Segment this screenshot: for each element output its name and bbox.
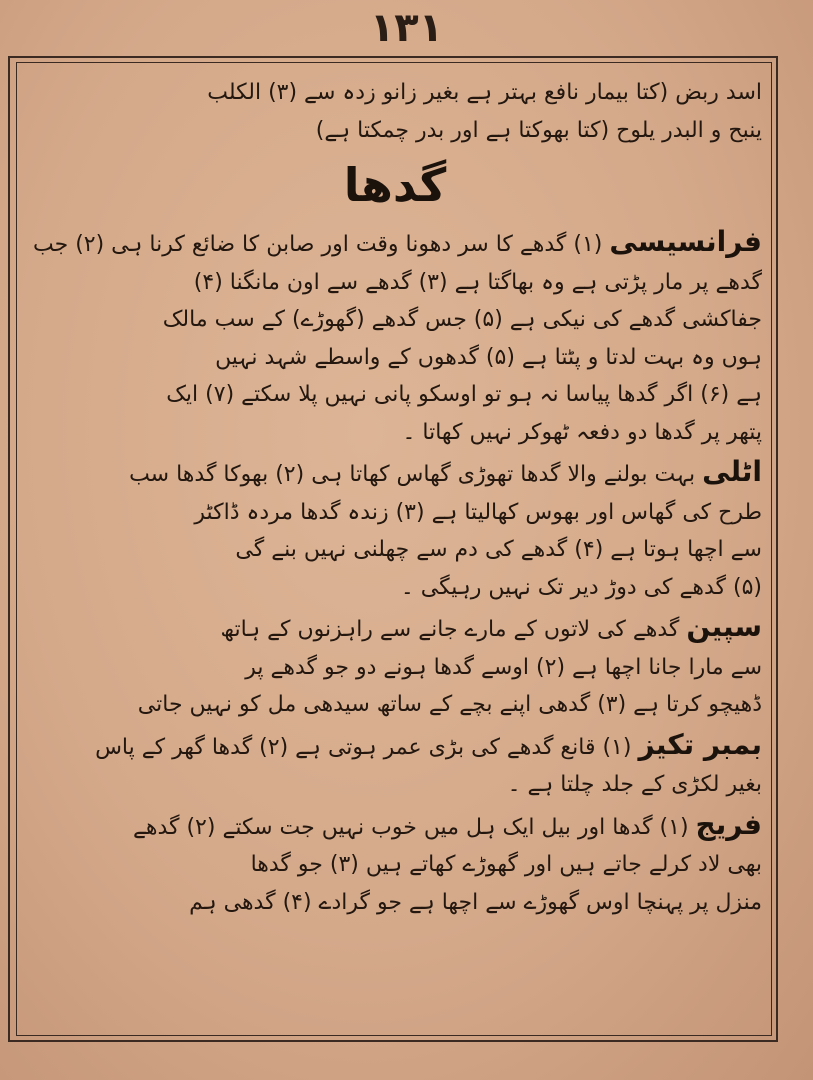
paragraph-line: (۱) گدھا اور بیل ایک ہل میں خوب نہیں جت سکتے (۲) گدھے — [132, 814, 689, 840]
paragraph-line: گدھے کی لاتوں کے مارے جانے سے راہزنوں کے ہاتھ — [220, 617, 680, 642]
paragraph-lead: بمبر تکیز — [638, 727, 762, 761]
paragraph-line: ہے (۶) اگر گدھا پیاسا نہ ہو تو اوسکو پانی نہیں پلا سکتے (۷) ایک — [166, 382, 762, 407]
paragraph-line: بغیر لکڑی کے جلد چلتا ہے ۔ — [507, 772, 762, 797]
paragraph-line: ہوں وہ بہت لدتا و پٹتا ہے (۵) گدھوں کے واسطے شہد نہیں — [215, 344, 762, 370]
paragraph-portuguese — [28, 726, 762, 804]
intro-line: اسد ربض (کتا بیمار نافع بہتر ہے بغیر زانو زدہ سے (۳) الکلب — [207, 80, 762, 105]
paragraph-line: (۱) گدھے کا سر دھونا وقت اور صابن کا ضائع کرنا ہی (۲) جب — [33, 232, 603, 257]
paragraph-lead: فرانسیسی — [609, 225, 762, 258]
paragraph-line: سے مارا جانا اچھا ہے (۲) اوسے گدھا ہونے دو جو گدھے پر — [245, 654, 762, 680]
paragraph-line: ڈھیچو کرتا ہے (۳) گدھی اپنے بچے کے ساتھ سیدھی مل کو نہیں جاتی — [137, 692, 762, 717]
paragraph-french — [28, 223, 762, 451]
paragraph-line: (۵) گدھے کی دوڑ دیر تک نہیں رہیگی ۔ — [400, 574, 762, 600]
paragraph-italy — [28, 453, 762, 606]
page-number: ١٣١ — [369, 5, 444, 51]
paragraph-line: جفاکشی گدھے کی نیکی ہے (۵) جس گدھے (گھوڑے) کے سب مالک — [162, 307, 762, 332]
page-text — [22, 68, 768, 1030]
paragraph-french-2 — [28, 806, 762, 922]
paragraph-line: منزل پر پہنچا اوس گھوڑے سے اچھا ہے جو گرادے (۴) گدھی ہم — [189, 889, 762, 915]
paragraph-lead: سپین — [686, 610, 762, 643]
paragraph-line: بھی لاد کرلے جاتے ہیں اور گھوڑے کھاتے ہیں (۳) جو گدھا — [250, 852, 762, 877]
paragraph-line: طرح کی گھاس اور بھوس کھالیتا ہے (۳) زندہ گدھا مردہ ڈاکٹر — [194, 499, 762, 525]
intro-line: ینبح و البدر یلوح (کتا بھوکتا ہے اور بدر چمکتا ہے) — [315, 117, 762, 143]
paragraph-line: گدھے پر مار پڑتی ہے وہ بھاگتا ہے (۳) گدھے سے اون مانگنا (۴) — [193, 269, 762, 295]
paragraph-line: سے اچھا ہوتا ہے (۴) گدھے کی دم سے چھلنی نہیں بنے گی — [235, 537, 762, 562]
paragraph-lead: فریج — [695, 807, 762, 841]
paragraph-line: پتھر پر گدھا دو دفعہ ٹھوکر نہیں کھاتا ۔ — [402, 419, 762, 445]
paragraph-line: (۱) قانع گدھے کی بڑی عمر ہوتی ہے (۲) گدھا گھر کے پاس — [95, 734, 632, 760]
section-title: گدھا — [343, 158, 447, 212]
paragraph-spain — [28, 608, 762, 724]
paragraph-line: بہت بولنے والا گدھا تھوڑی گھاس کھاتا ہی (۲) بھوکا گدھا سب — [129, 462, 696, 487]
paragraph-lead: اٹلی — [702, 455, 762, 488]
